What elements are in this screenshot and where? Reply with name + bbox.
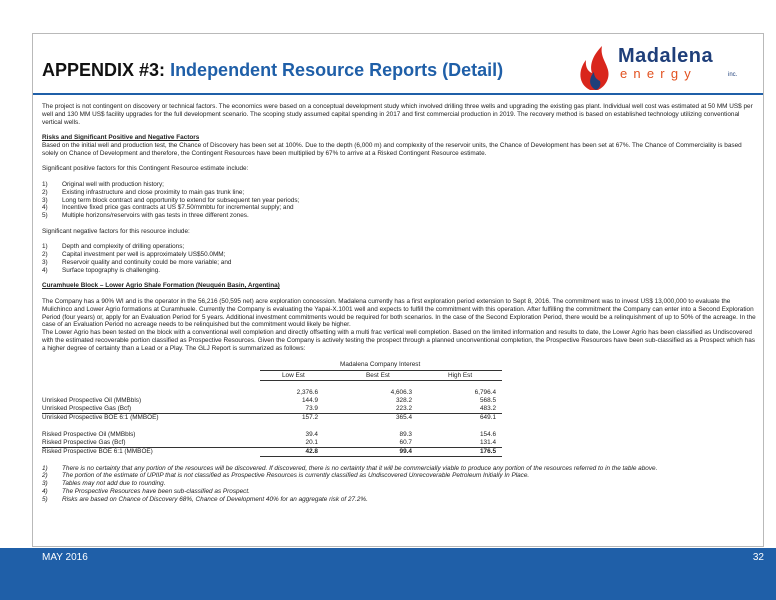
table-cell: 568.5 <box>480 396 496 404</box>
negative-intro: Significant negative factors for this resource include: <box>42 227 190 235</box>
list-item: 3) Reservoir quality and continuity could be more variable; and <box>42 258 232 266</box>
table-cell: 223.2 <box>396 404 412 412</box>
risks-paragraph: Based on the initial well and production test, the Chance of Discovery has been set at 100%. Due to the depth (6,000 m) and complexity of the reservoir units, the Chance of Development has been set at 67%. The Chance of Commerciality is based solely on Chance of Development and therefore, the Contingent Resources have been multiplied by 67% to arrive at a Risked Contingent Resource estimate. <box>42 141 742 157</box>
risks-heading: Risks and Significant Positive and Negative Factors <box>42 134 200 142</box>
negative-factors-list <box>42 243 758 274</box>
main-content <box>42 103 758 503</box>
table-cell: 131.4 <box>480 438 496 446</box>
block-paragraph-2: The Lower Agrio has been tested on the block with a conventional well completion and directly offsetting with a multi frac vertical well completion. Based on the limited information and results to date, the Lower Agrio has been classified as Undiscovered with the estimated recoverable portion classified as Prospective Resources. Given the Company is actively testing the prospect through a planned unconventional completion, the Prospective Resources have been sub-classified as a Prospect which has a higher degree of certainty than a Lead or a Play. The GLJ Report is summarized as follows: <box>42 329 755 352</box>
list-item: 4) Incentive fixed price gas contracts at US $7.50/mmbtu for incremental supply; and <box>42 204 294 212</box>
table-cell: 42.8 <box>305 447 318 455</box>
table-cell: 6,796.4 <box>474 388 496 396</box>
table-cell: 144.9 <box>302 396 318 404</box>
footnote: 1) There is no certainty that any portion of the resources will be discovered. If discovered, there is no certainty that it will be commercially viable to produce any portion of the resources referred to in the table above. <box>42 464 658 472</box>
page-number: 32 <box>752 552 764 563</box>
intro-paragraph: The project is not contingent on discovery or technical factors. The economics were based on a conceptual development study which involved drilling three wells and upgrading the existing gas plant. Individual well cost was estimated at 50 MM US$ per well and 130 MM US$ facility upgrades for the full development scenario. The scoping study assumed capital spending in 2017 and first commercial production in 2019. The recovery method is based on established technology utilizing conventional vertical wells. <box>42 103 753 126</box>
table-row-label: Unrisked Prospective Gas (Bcf) <box>42 404 132 412</box>
list-item: 5) Multiple horizons/reservoirs with gas tests in three different zones. <box>42 212 249 220</box>
block-heading: Curamhuele Block – Lower Agrio Shale Formation (Neuquén Basin, Argentina) <box>42 282 280 290</box>
table-cell: 365.4 <box>396 413 412 421</box>
table-cell: 176.5 <box>480 447 496 455</box>
table-group-header: Madalena Company Interest <box>340 360 421 368</box>
page-title <box>42 60 503 81</box>
footnotes-list <box>42 465 758 504</box>
table-cell: 89.3 <box>399 430 412 438</box>
footer-date: MAY 2016 <box>42 552 88 563</box>
title-prefix: APPENDIX #3: <box>42 60 166 80</box>
flame-icon <box>576 44 616 92</box>
company-logo <box>576 44 766 94</box>
resource-table <box>42 359 758 461</box>
footnote: 5) Risks are based on Chance of Discovery 68%, Chance of Development 40% for an aggregate risk of 27.2%. <box>42 495 368 503</box>
positive-factors-list <box>42 181 758 220</box>
table-cell: 649.1 <box>480 413 496 421</box>
table-col-header: Best Est <box>366 371 390 379</box>
list-item: 2) Existing infrastructure and close proximity to main gas trunk line; <box>42 188 245 196</box>
table-row-label: Unrisked Prospective BOE 6:1 (MMBOE) <box>42 413 159 421</box>
table-cell: 2,376.6 <box>296 388 318 396</box>
footer-bar <box>0 548 776 600</box>
table-cell: 73.9 <box>305 404 318 412</box>
list-item: 3) Long term block contract and opportunity to extend for subsequent ten year periods; <box>42 196 300 204</box>
table-col-header: High Est <box>448 371 473 379</box>
list-item: 4) Surface topography is challenging. <box>42 266 161 274</box>
table-cell: 157.2 <box>302 413 318 421</box>
table-row-label: Unrisked Prospective Oil (MMBbls) <box>42 396 142 404</box>
table-row-label: Risked Prospective BOE 6:1 (MMBOE) <box>42 447 153 455</box>
positive-intro: Significant positive factors for this Contingent Resource estimate include: <box>42 165 249 173</box>
table-row-label: Risked Prospective Gas (Bcf) <box>42 438 126 446</box>
table-cell: 483.2 <box>480 404 496 412</box>
table-cell: 60.7 <box>399 438 412 446</box>
table-cell: 154.6 <box>480 430 496 438</box>
list-item: 1) Depth and complexity of drilling operations; <box>42 243 185 251</box>
table-row-label: Risked Prospective Oil (MMBbls) <box>42 430 136 438</box>
list-item: 2) Capital investment per well is approximately US$50.0MM; <box>42 251 226 259</box>
logo-word-energy: energy <box>620 66 697 81</box>
title-main: Independent Resource Reports (Detail) <box>170 60 504 80</box>
footnote: 2) The portion of the estimate of UPIIP that is not classified as Prospective Resources is currently classified as Undiscovered Unrecoverable Petroleum Initially In Place. <box>42 472 530 480</box>
logo-word-inc: inc. <box>728 72 738 78</box>
table-col-header: Low Est <box>282 371 305 379</box>
footnote: 4) The Prospective Resources have been sub-classified as Prospect. <box>42 487 250 495</box>
block-paragraph-1: The Company has a 90% WI and is the operator in the 56,216 (50,595 net) acre exploration concession. Madalena currently has a first exploration period extension to Sept 8, 2016. The commitment was to invest US$ 13,000,000 to evaluate the Mulichinco and Lower Agrio formations at Curamhuele. Currently the Company is evaluating the Yapai-X.1001 well and expects to fulfill the commitment with this operation. After fulfilling the commitment the Company can enter into a Second Exploration Period (four years) or, apply for an Evaluation Period for 5 years. Additional investment commitments would be required for both scenarios. In the case of the Second Exploration Period, there would be a relinquishment of up to 50% of the acreage. In the case of an Evaluation Period no acreage needs to be relinquished but the commitment would likely be higher. <box>42 297 756 329</box>
table-cell: 20.1 <box>305 438 318 446</box>
title-rule <box>33 93 763 95</box>
footnote: 3) Tables may not add due to rounding. <box>42 480 166 488</box>
table-cell: 39.4 <box>305 430 318 438</box>
logo-word-madalena: Madalena <box>618 45 714 67</box>
table-cell: 4,606.3 <box>390 388 412 396</box>
table-cell: 99.4 <box>399 447 412 455</box>
table-cell: 328.2 <box>396 396 412 404</box>
list-item: 1) Original well with production history; <box>42 180 164 188</box>
